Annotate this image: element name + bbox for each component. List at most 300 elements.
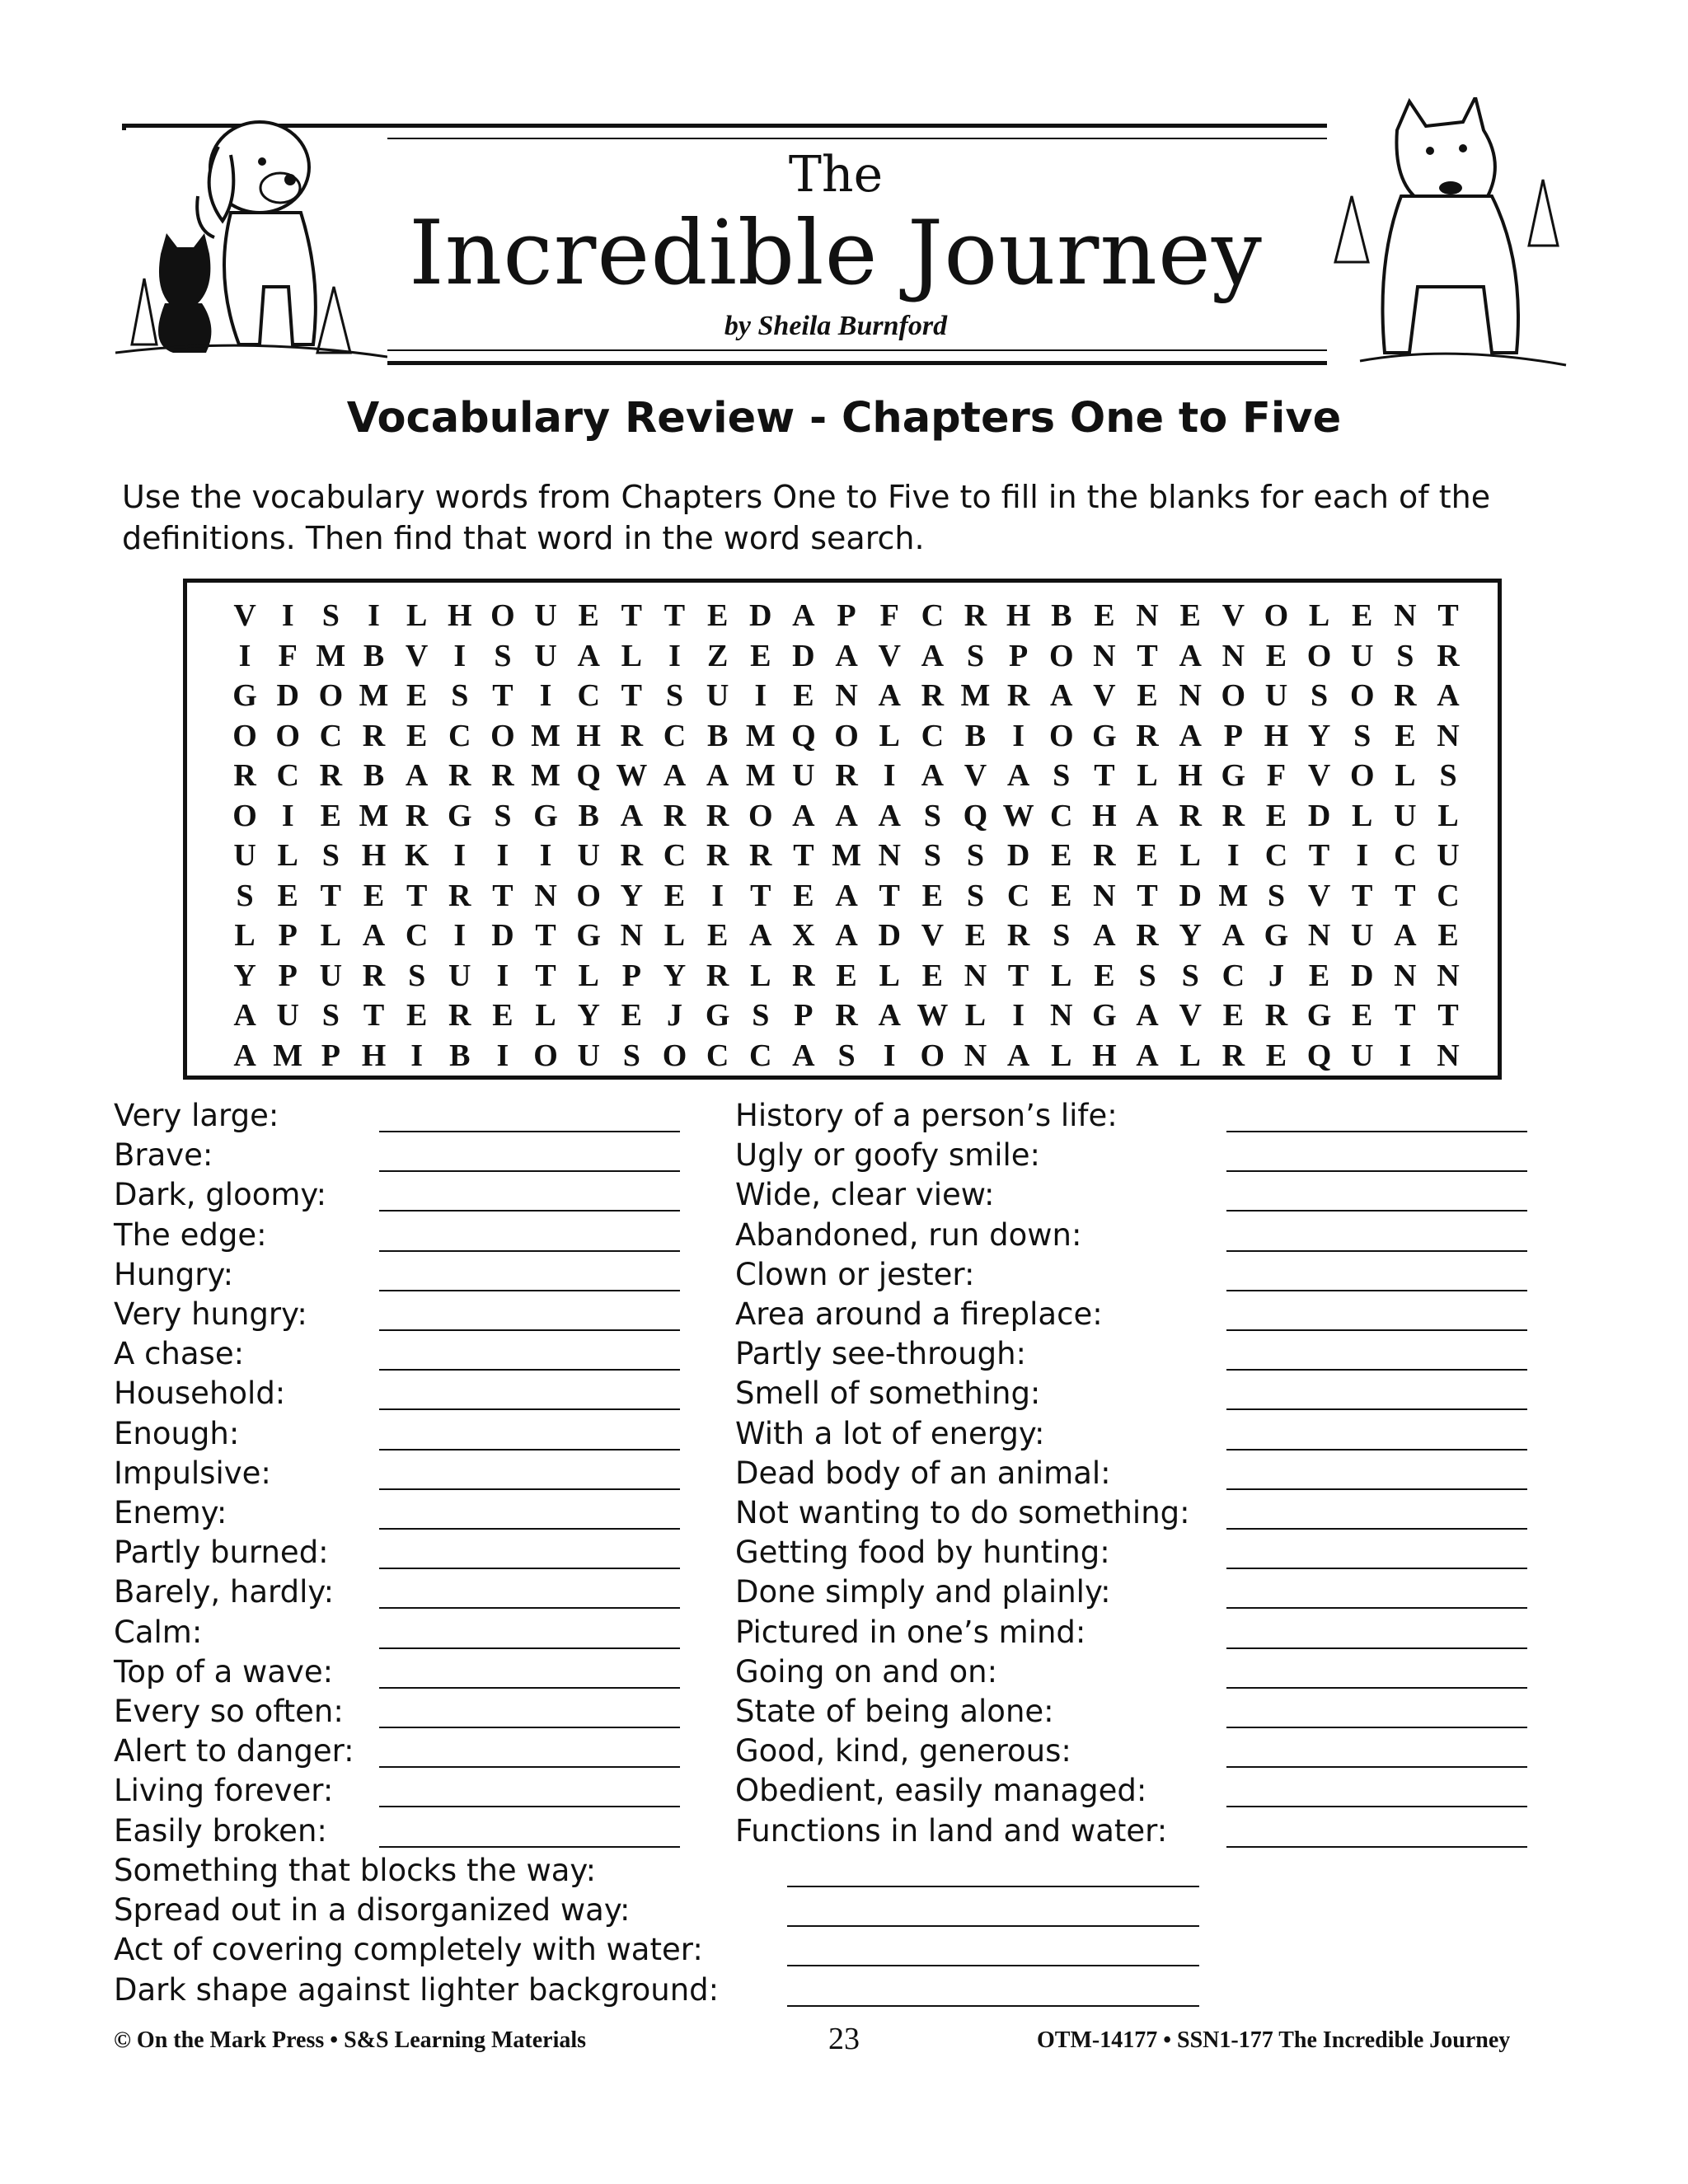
definition-label: Something that blocks the way:	[114, 1853, 597, 1888]
word-search-row	[223, 916, 1470, 956]
word-search-grid	[223, 596, 1470, 1076]
word-search-letter: O	[576, 878, 601, 913]
definition-label: Pictured in one’s mind:	[735, 1614, 1086, 1650]
word-search-letter: R	[448, 758, 471, 793]
word-search-letter: E	[1265, 798, 1287, 833]
word-search-letter: R	[1006, 918, 1030, 953]
word-search-letter: E	[1094, 958, 1115, 993]
word-search-letter: U	[233, 838, 256, 873]
word-search-letter: U	[1351, 638, 1374, 673]
answer-blank-line[interactable]	[379, 1210, 680, 1212]
word-search-letter: R	[1179, 798, 1202, 833]
word-search-letter: V	[405, 638, 429, 673]
word-search-letter: N	[1136, 598, 1159, 633]
word-search-letter: R	[491, 758, 514, 793]
word-search-letter: A	[1006, 758, 1030, 793]
word-search-letter: A	[1394, 918, 1417, 953]
word-search-letter: S	[622, 1038, 640, 1073]
word-search-letter: A	[1437, 678, 1460, 713]
word-search-letter: T	[621, 598, 643, 633]
word-search-letter: N	[964, 1038, 987, 1073]
word-search-letter: H	[1264, 718, 1289, 753]
definition-label: Very large:	[114, 1098, 279, 1133]
definition-label: Obedient, easily managed:	[735, 1773, 1147, 1809]
word-search-letter: F	[278, 638, 298, 673]
word-search-letter: L	[1179, 1038, 1201, 1073]
answer-blank-line[interactable]	[379, 1369, 680, 1371]
word-search-letter: Q	[791, 718, 816, 753]
answer-blank-line[interactable]	[1226, 1846, 1527, 1848]
answer-blank-line[interactable]	[787, 2005, 1199, 2007]
word-search-row	[223, 996, 1470, 1036]
word-search-letter: N	[835, 678, 858, 713]
word-search-letter: I	[1356, 838, 1369, 873]
definition-label: Done simply and plainly:	[735, 1574, 1111, 1610]
definition-label: Partly see-through:	[735, 1336, 1026, 1372]
word-search-letter: D	[749, 598, 772, 633]
word-search-letter: M	[745, 718, 776, 753]
word-search-letter: T	[1137, 878, 1158, 913]
word-search-letter: T	[492, 678, 513, 713]
word-search-letter: L	[663, 918, 686, 953]
word-search-letter: H	[1092, 1038, 1117, 1073]
word-search-letter: U	[276, 998, 299, 1033]
word-search-letter: E	[406, 718, 428, 753]
word-search-letter: A	[233, 1038, 256, 1073]
word-search-letter: P	[278, 958, 298, 993]
answer-blank-line[interactable]	[1226, 1210, 1527, 1212]
word-search-letter: I	[281, 798, 294, 833]
word-search-letter: W	[1002, 798, 1034, 833]
word-search-letter: C	[749, 1038, 772, 1073]
answer-blank-line[interactable]	[1226, 1687, 1527, 1689]
word-search-letter: U	[534, 638, 557, 673]
word-search-letter: L	[879, 958, 900, 993]
word-search-letter: T	[1437, 998, 1459, 1033]
answer-blank-line[interactable]	[1226, 1568, 1527, 1569]
word-search-letter: O	[318, 678, 344, 713]
word-search-letter: L	[234, 918, 256, 953]
word-search-letter: T	[492, 878, 513, 913]
word-search-letter: J	[1268, 958, 1284, 993]
definition-label: Wide, clear view:	[735, 1177, 995, 1213]
word-search-letter: N	[1307, 918, 1331, 953]
word-search-letter: U	[1351, 1038, 1374, 1073]
word-search-letter: T	[406, 878, 428, 913]
word-search-letter: T	[793, 838, 814, 873]
word-search-letter: C	[706, 1038, 729, 1073]
word-search-letter: G	[1092, 718, 1117, 753]
word-search-letter: V	[1179, 998, 1202, 1033]
word-search-letter: G	[533, 798, 558, 833]
word-search-letter: I	[453, 918, 467, 953]
word-search-letter: O	[1048, 718, 1074, 753]
word-search-letter: I	[238, 638, 251, 673]
footer-copyright: © On the Mark Press • S&S Learning Materials	[114, 2027, 587, 2053]
answer-blank-line[interactable]	[379, 1488, 680, 1490]
answer-blank-line[interactable]	[379, 1528, 680, 1530]
word-search-letter: T	[663, 598, 686, 633]
answer-blank-line[interactable]	[1226, 1170, 1527, 1172]
word-search-letter: E	[750, 638, 771, 673]
definition-label: Not wanting to do something:	[735, 1495, 1190, 1530]
word-search-letter: B	[1051, 598, 1072, 633]
answer-blank-line[interactable]	[1226, 1329, 1527, 1331]
word-search-letter: K	[404, 838, 429, 873]
word-search-letter: L	[1437, 798, 1459, 833]
word-search-letter: S	[321, 838, 340, 873]
answer-blank-line[interactable]	[379, 1568, 680, 1569]
word-search-letter: N	[1221, 638, 1245, 673]
word-search-letter: H	[361, 838, 387, 873]
word-search-letter: Q	[963, 798, 988, 833]
answer-blank-line[interactable]	[379, 1687, 680, 1689]
word-search-letter: L	[1051, 958, 1072, 993]
word-search-letter: R	[706, 838, 729, 873]
word-search-letter: O	[232, 798, 257, 833]
word-search-letter: O	[662, 1038, 687, 1073]
word-search-letter: H	[1178, 758, 1203, 793]
definition-label: Every so often:	[114, 1694, 344, 1729]
word-search-letter: S	[1138, 958, 1156, 993]
word-search-letter: T	[1137, 638, 1158, 673]
word-search-letter: E	[1352, 998, 1373, 1033]
definition-label: Good, kind, generous:	[735, 1733, 1071, 1769]
word-search-letter: B	[964, 718, 987, 753]
answer-blank-line[interactable]	[1226, 1131, 1527, 1132]
word-search-letter: Y	[663, 958, 687, 993]
word-search-letter: N	[1394, 958, 1417, 993]
word-search-letter: O	[490, 598, 515, 633]
word-search-letter: E	[1395, 718, 1416, 753]
word-search-letter: G	[1092, 998, 1117, 1033]
word-search-letter: I	[453, 838, 467, 873]
word-search-letter: C	[663, 838, 687, 873]
word-search-row	[223, 756, 1470, 796]
worksheet-heading: Vocabulary Review - Chapters One to Five	[346, 394, 1342, 443]
word-search-letter: P	[621, 958, 641, 993]
word-search-letter: B	[363, 758, 385, 793]
word-search-letter: L	[964, 998, 987, 1033]
word-search-letter: E	[363, 878, 385, 913]
word-search-letter: H	[447, 598, 472, 633]
answer-blank-line[interactable]	[787, 1925, 1199, 1927]
word-search-row	[223, 956, 1470, 996]
word-search-row	[223, 796, 1470, 837]
answer-blank-line[interactable]	[1226, 1369, 1527, 1371]
word-search-letter: A	[1136, 1038, 1159, 1073]
definition-label: Area around a fireplace:	[735, 1296, 1103, 1332]
word-search-letter: L	[621, 638, 643, 673]
word-search-letter: Y	[1307, 718, 1331, 753]
answer-blank-line[interactable]	[379, 1408, 680, 1410]
definition-label: Clown or jester:	[735, 1256, 975, 1292]
word-search-letter: B	[706, 718, 729, 753]
word-search-letter: I	[410, 1038, 424, 1073]
word-search-letter: E	[1137, 838, 1158, 873]
word-search-letter: S	[321, 598, 340, 633]
word-search-letter: I	[496, 838, 509, 873]
answer-blank-line[interactable]	[379, 1727, 680, 1728]
answer-blank-line[interactable]	[379, 1647, 680, 1649]
word-search-letter: V	[1307, 878, 1331, 913]
word-search-letter: E	[921, 878, 943, 913]
answer-blank-line[interactable]	[379, 1250, 680, 1252]
word-search-letter: A	[620, 798, 644, 833]
word-search-letter: P	[1223, 718, 1243, 753]
word-search-letter: Y	[1179, 918, 1202, 953]
word-search-row	[223, 636, 1470, 677]
word-search-letter: L	[320, 918, 342, 953]
answer-blank-line[interactable]	[379, 1449, 680, 1451]
word-search-letter: C	[1264, 838, 1288, 873]
word-search-letter: L	[406, 598, 428, 633]
answer-blank-line[interactable]	[1226, 1290, 1527, 1291]
word-search-letter: E	[406, 998, 428, 1033]
word-search-letter: M	[832, 838, 861, 873]
answer-blank-line[interactable]	[1226, 1647, 1527, 1649]
word-search-letter: C	[405, 918, 429, 953]
word-search-letter: L	[578, 958, 599, 993]
word-search-letter: I	[539, 838, 552, 873]
word-search-letter: Y	[233, 958, 256, 993]
word-search-letter: L	[1137, 758, 1158, 793]
word-search-letter: T	[363, 998, 385, 1033]
word-search-letter: V	[878, 638, 901, 673]
word-search-letter: A	[706, 758, 729, 793]
answer-blank-line[interactable]	[379, 1131, 680, 1132]
word-search-letter: T	[1395, 998, 1416, 1033]
word-search-letter: S	[451, 678, 469, 713]
word-search-letter: H	[1006, 598, 1031, 633]
word-search-letter: U	[319, 958, 343, 993]
definition-label: Dark, gloomy:	[114, 1177, 327, 1213]
word-search-letter: I	[1012, 718, 1025, 753]
answer-blank-line[interactable]	[379, 1329, 680, 1331]
word-search-letter: S	[837, 1038, 856, 1073]
word-search-box	[183, 579, 1502, 1080]
answer-blank-line[interactable]	[1226, 1607, 1527, 1609]
word-search-letter: M	[359, 798, 389, 833]
puppy-and-cat-illustration	[115, 97, 387, 369]
answer-blank-line[interactable]	[379, 1806, 680, 1807]
word-search-letter: E	[1051, 838, 1072, 873]
word-search-letter: N	[1093, 878, 1116, 913]
word-search-letter: O	[533, 1038, 558, 1073]
word-search-letter: A	[835, 918, 858, 953]
word-search-row	[223, 716, 1470, 757]
answer-blank-line[interactable]	[1226, 1408, 1527, 1410]
word-search-letter: T	[1395, 878, 1416, 913]
word-search-letter: E	[1352, 598, 1373, 633]
word-search-letter: N	[964, 958, 987, 993]
word-search-letter: E	[836, 958, 857, 993]
definition-label: Functions in land and water:	[735, 1812, 1168, 1849]
word-search-letter: A	[405, 758, 429, 793]
answer-blank-line[interactable]	[1226, 1727, 1527, 1728]
word-search-letter: A	[835, 638, 858, 673]
answer-blank-line[interactable]	[379, 1766, 680, 1768]
word-search-letter: S	[966, 838, 985, 873]
word-search-letter: C	[1006, 878, 1030, 913]
word-search-letter: T	[1007, 958, 1029, 993]
word-search-letter: O	[1048, 638, 1074, 673]
word-search-letter: R	[663, 798, 687, 833]
word-search-letter: X	[792, 918, 815, 953]
word-search-letter: O	[275, 718, 300, 753]
word-search-letter: N	[1050, 998, 1073, 1033]
word-search-letter: P	[837, 598, 856, 633]
definition-label: A chase:	[114, 1336, 245, 1372]
word-search-letter: O	[1306, 638, 1332, 673]
definition-label: Going on and on:	[735, 1653, 998, 1690]
answer-blank-line[interactable]	[787, 1965, 1199, 1966]
word-search-letter: A	[792, 798, 815, 833]
definition-label: Impulsive:	[114, 1455, 271, 1491]
word-search-letter: A	[362, 918, 386, 953]
answer-blank-line[interactable]	[379, 1290, 680, 1291]
word-search-letter: N	[1179, 678, 1202, 713]
word-search-letter: N	[1437, 718, 1460, 753]
word-search-letter: R	[620, 718, 644, 753]
word-search-row	[223, 596, 1470, 636]
word-search-letter: U	[706, 678, 729, 713]
word-search-letter: T	[621, 678, 643, 713]
word-search-letter: T	[535, 918, 556, 953]
answer-blank-line[interactable]	[379, 1846, 680, 1848]
answer-blank-line[interactable]	[1226, 1488, 1527, 1490]
word-search-letter: T	[1094, 758, 1115, 793]
word-search-letter: P	[278, 918, 298, 953]
word-search-letter: U	[577, 1038, 600, 1073]
word-search-letter: I	[1226, 838, 1240, 873]
word-search-row	[223, 1036, 1470, 1076]
word-search-letter: O	[1221, 678, 1246, 713]
word-search-letter: D	[1006, 838, 1030, 873]
word-search-row	[223, 876, 1470, 916]
word-search-letter: S	[923, 838, 941, 873]
answer-blank-line[interactable]	[1226, 1250, 1527, 1252]
word-search-letter: A	[792, 598, 815, 633]
answer-blank-line[interactable]	[1226, 1449, 1527, 1451]
word-search-letter: T	[1352, 878, 1373, 913]
word-search-letter: A	[1136, 798, 1159, 833]
definition-label: Dark shape against lighter background:	[114, 1971, 720, 2008]
word-search-letter: S	[752, 998, 770, 1033]
word-search-letter: R	[362, 958, 386, 993]
word-search-letter: S	[1353, 718, 1372, 753]
word-search-letter: P	[1008, 638, 1029, 673]
word-search-row	[223, 836, 1470, 876]
word-search-letter: I	[883, 1038, 896, 1073]
word-search-letter: Q	[576, 758, 601, 793]
word-search-letter: V	[1093, 678, 1116, 713]
word-search-letter: L	[1352, 798, 1373, 833]
answer-blank-line[interactable]	[1226, 1806, 1527, 1807]
word-search-letter: N	[1437, 1038, 1460, 1073]
word-search-letter: A	[1221, 918, 1245, 953]
author-byline: by Sheila Burnford	[724, 311, 948, 341]
word-search-letter: R	[835, 998, 858, 1033]
word-search-letter: A	[1093, 918, 1116, 953]
word-search-letter: W	[616, 758, 648, 793]
word-search-letter: U	[1437, 838, 1460, 873]
word-search-letter: R	[1264, 998, 1288, 1033]
word-search-letter: D	[792, 638, 815, 673]
answer-blank-line[interactable]	[1226, 1528, 1527, 1530]
word-search-letter: O	[834, 718, 859, 753]
footer-product-code: OTM-14177 • SSN1-177 The Incredible Journey	[1037, 2027, 1511, 2053]
word-search-letter: R	[1437, 638, 1460, 673]
word-search-letter: G	[1221, 758, 1246, 793]
word-search-letter: O	[1349, 758, 1375, 793]
word-search-letter: R	[362, 718, 386, 753]
word-search-letter: R	[1006, 678, 1030, 713]
word-search-letter: C	[921, 598, 945, 633]
word-search-letter: V	[1307, 758, 1331, 793]
word-search-letter: D	[1351, 958, 1374, 993]
word-search-letter: C	[663, 718, 687, 753]
word-search-letter: G	[232, 678, 257, 713]
word-search-letter: J	[666, 998, 682, 1033]
word-search-letter: A	[1179, 638, 1202, 673]
word-search-letter: I	[711, 878, 724, 913]
word-search-letter: N	[534, 878, 557, 913]
word-search-letter: A	[663, 758, 687, 793]
word-search-letter: S	[494, 638, 512, 673]
word-search-letter: E	[1437, 918, 1459, 953]
word-search-letter: N	[620, 918, 644, 953]
word-search-letter: O	[1264, 598, 1289, 633]
word-search-letter: R	[1093, 838, 1116, 873]
word-search-letter: C	[319, 718, 343, 753]
word-search-letter: E	[578, 598, 599, 633]
word-search-letter: S	[966, 878, 985, 913]
word-search-letter: G	[576, 918, 601, 953]
definition-label: Enemy:	[114, 1495, 227, 1530]
word-search-letter: S	[408, 958, 426, 993]
word-search-letter: R	[964, 598, 987, 633]
definition-label: Brave:	[114, 1137, 213, 1174]
word-search-letter: I	[1012, 998, 1025, 1033]
word-search-letter: N	[1437, 958, 1460, 993]
word-search-letter: I	[496, 958, 509, 993]
definition-label: Barely, hardly:	[114, 1574, 335, 1610]
answer-blank-line[interactable]	[1226, 1766, 1527, 1768]
word-search-letter: R	[319, 758, 343, 793]
word-search-letter: A	[835, 878, 858, 913]
word-search-letter: S	[494, 798, 512, 833]
answer-blank-line[interactable]	[379, 1170, 680, 1172]
word-search-letter: M	[745, 758, 776, 793]
word-search-letter: I	[668, 638, 681, 673]
word-search-letter: A	[921, 638, 945, 673]
word-search-letter: A	[878, 678, 901, 713]
word-search-letter: W	[917, 998, 949, 1033]
answer-blank-line[interactable]	[787, 1886, 1199, 1887]
definition-label: Easily broken:	[114, 1812, 327, 1849]
word-search-letter: S	[1311, 678, 1329, 713]
word-search-letter: Q	[1306, 1038, 1332, 1073]
word-search-letter: R	[233, 758, 256, 793]
word-search-letter: A	[1136, 998, 1159, 1033]
definition-label: Calm:	[114, 1614, 203, 1650]
answer-blank-line[interactable]	[379, 1607, 680, 1609]
word-search-letter: E	[921, 958, 943, 993]
definition-label: Household:	[114, 1376, 286, 1412]
word-search-letter: M	[531, 758, 560, 793]
word-search-letter: M	[960, 678, 991, 713]
